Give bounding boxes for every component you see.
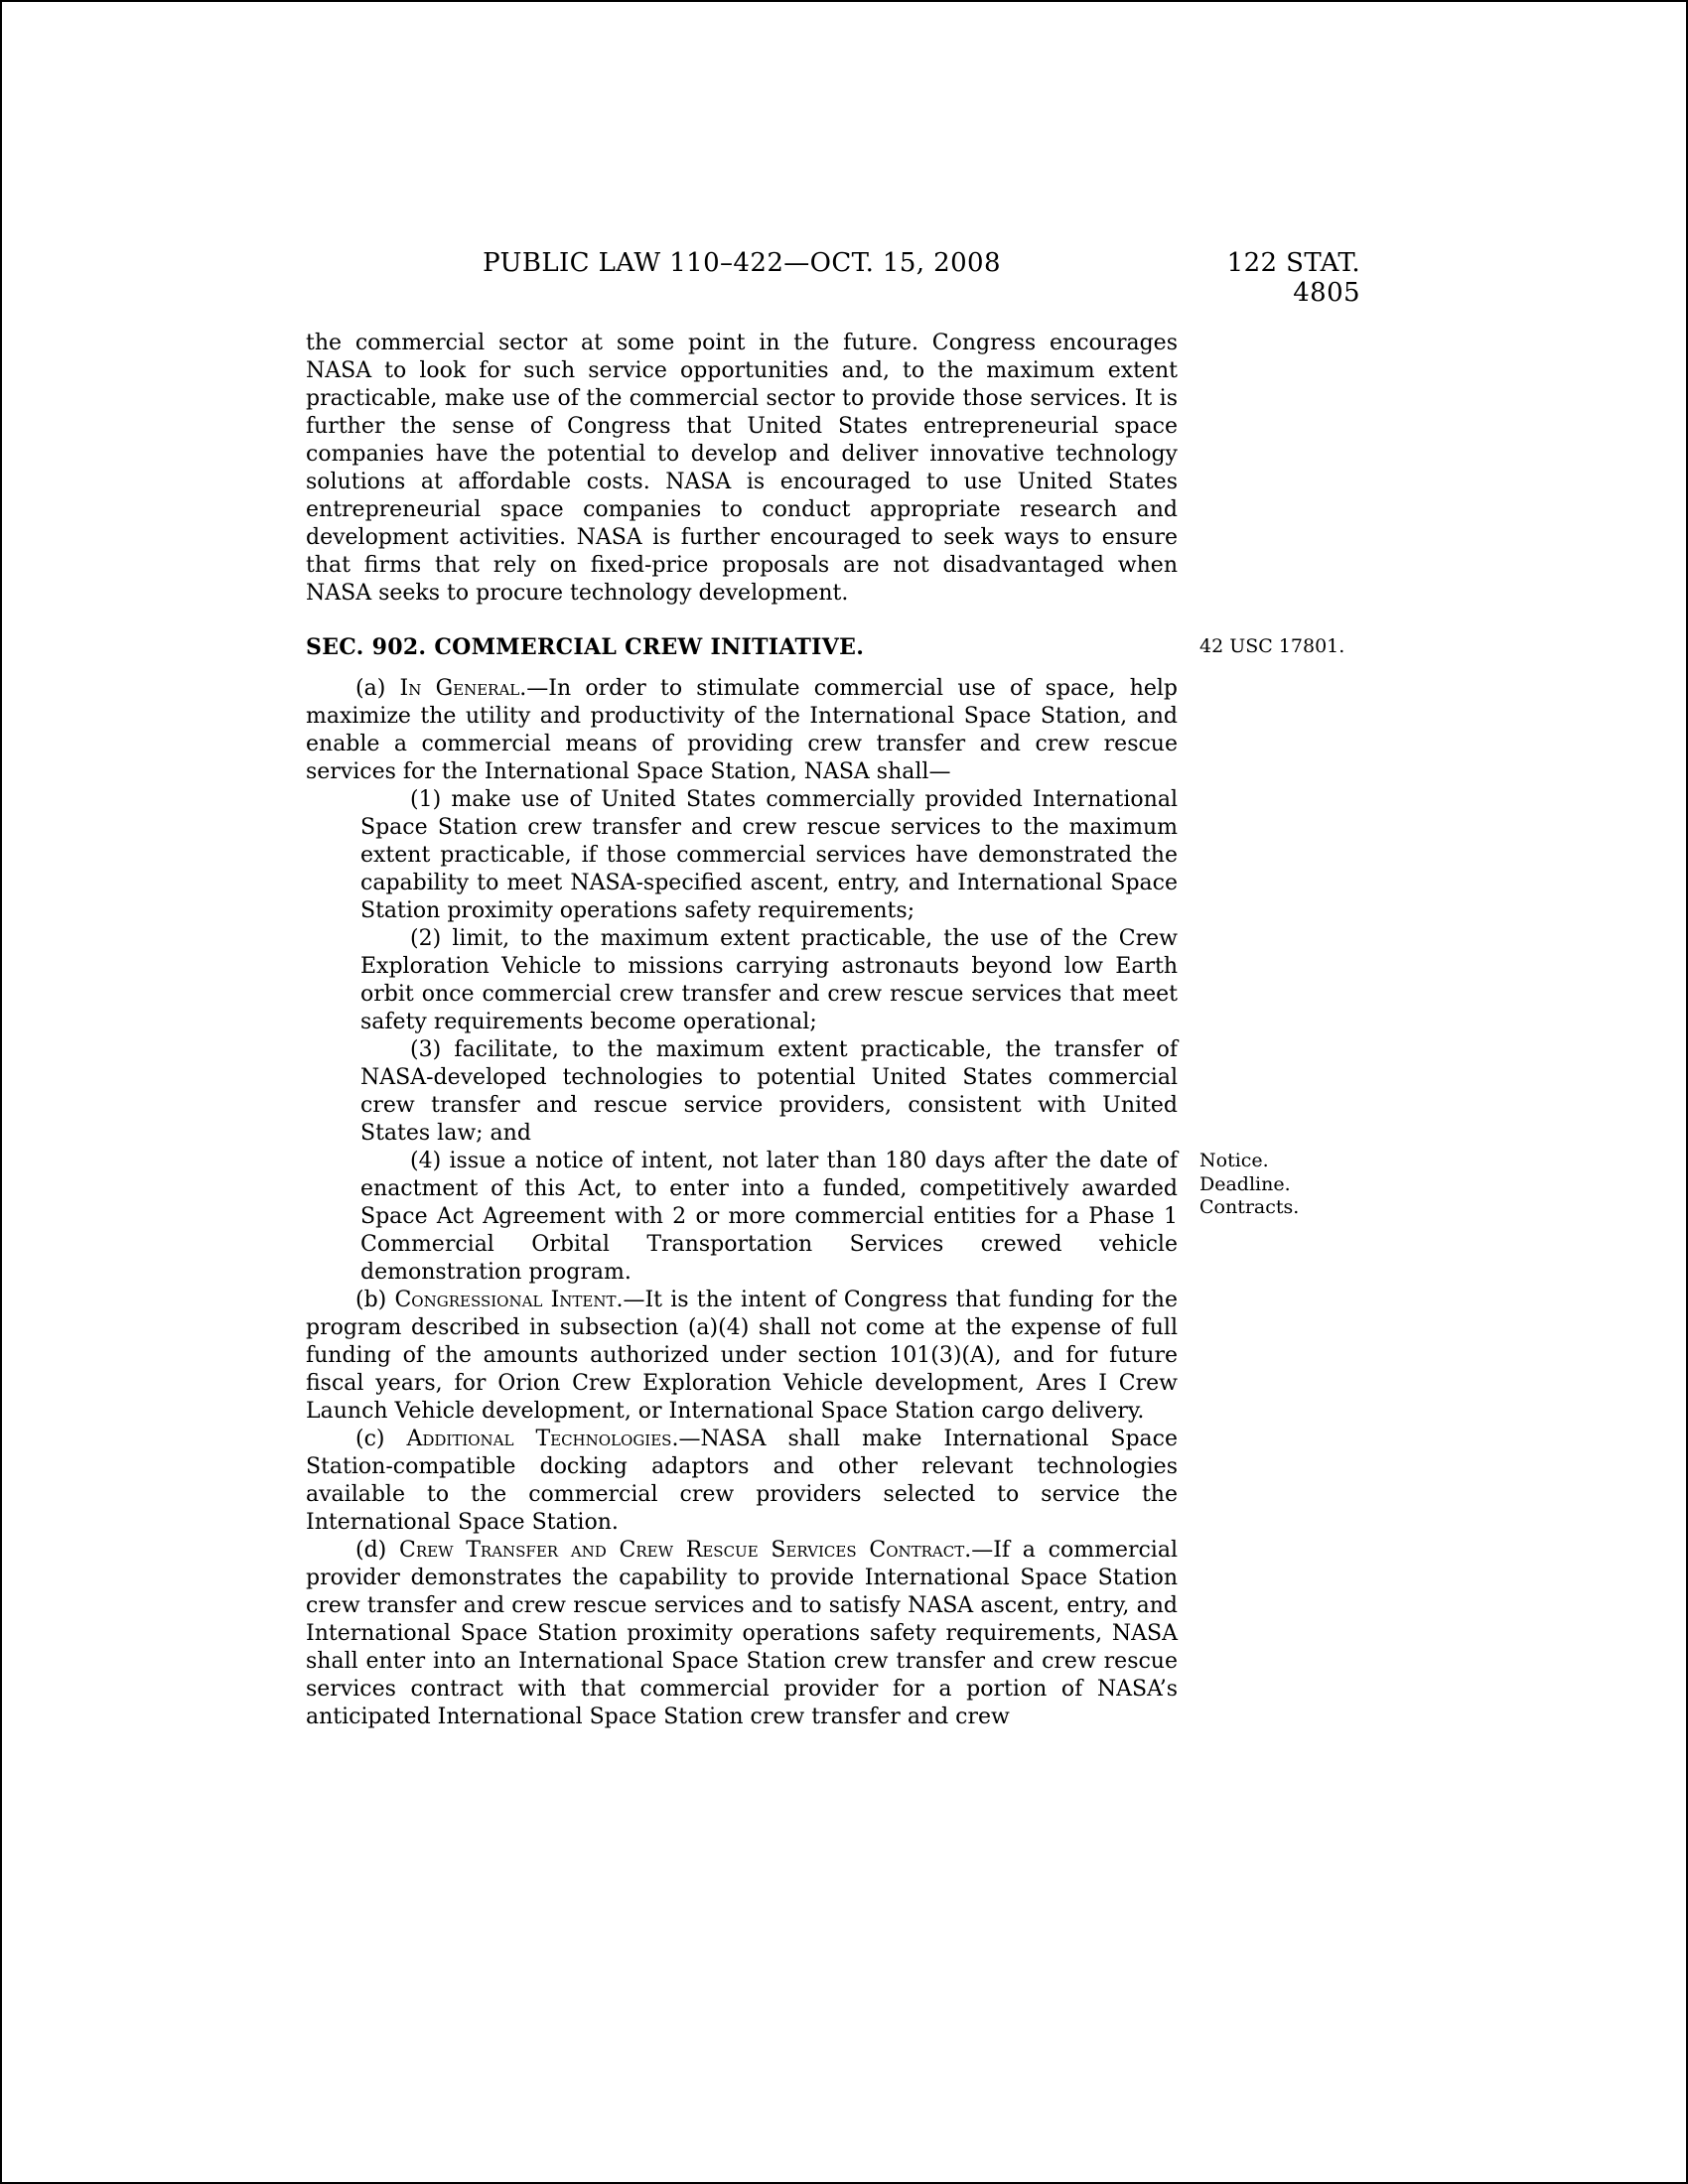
continuation-paragraph: the commercial sector at some point in the future. Congress encourages NASA to look for such service opportunities and, to the maximum extent practicable, make use of the commercial sector to provide those services. It is further the sense of Congress that United States entrepreneurial space companies have the potential to develop and deliver innovative technology solutions at affordable costs. NASA is encouraged to use United States entrepreneurial space companies to conduct appropriate research and development activities. NASA is further encouraged to seek ways to ensure that firms that rely on fixed-price proposals are not disadvantaged when NASA seeks to procure technology development. <box>306 331 1178 606</box>
paragraph-b-text: .—It is the intent of Congress that funding for the program described in subsection (a)(4) shall not come at the expense of full funding of the amounts authorized under section 101(3)(A), and for future fiscal years, for Orion Crew Exploration Vehicle development, Ares I Crew Launch Vehicle development, or International Space Station cargo delivery. <box>306 1288 1178 1424</box>
subparagraph-4-margin-notes <box>1199 1150 1418 1220</box>
paragraph-c-number: (c) <box>355 1427 407 1451</box>
paragraph-b-label: Congressional Intent <box>394 1288 617 1312</box>
subparagraph-4 <box>360 1148 1300 1287</box>
deadline-margin-note: Deadline. <box>1199 1172 1291 1195</box>
paragraph-d-text: .—If a commercial provider demonstrates the capability to provide International Space Station crew transfer and crew rescue services and to satisfy NASA ascent, entry, and International Space Station proximity operations safety requirements, NASA shall enter into an International Space Station crew transfer and crew rescue services contract with that commercial provider for a portion of NASA’s anticipated International Space Station crew transfer and crew <box>306 1538 1178 1729</box>
section-902-heading-text: SEC. 902. COMMERCIAL CREW INITIATIVE. <box>306 634 865 660</box>
paragraph-c <box>306 1426 1178 1537</box>
paragraph-c-label: Additional Technologies <box>406 1427 672 1451</box>
paragraph-d-number: (d) <box>355 1538 399 1563</box>
subparagraph-4-text: (4) issue a notice of intent, not later than 180 days after the date of enactment of this Act, to enter into a funded, competitively awarded Space Act Agreement with 2 or more commercial entities for a Phase 1 Commercial Orbital Transportation Services crewed vehicle demonstration program. <box>360 1149 1178 1285</box>
subparagraph-1: (1) make use of United States commercially provided International Space Station crew transfer and crew rescue services to the maximum extent practicable, if those commercial services have demonstrated the capability to meet NASA-specified ascent, entry, and International Space Station proximity operations safety requirements; <box>360 787 1178 923</box>
section-902-heading <box>306 633 1345 661</box>
header-statute-page-number: 122 STAT. 4805 <box>1226 248 1360 308</box>
paragraph-a-text: .—In order to stimulate commercial use of space, help maximize the utility and productivity of the International Space Station, and enable a commercial means of providing crew transfer and crew rescue services for the International Space Station, NASA shall— <box>306 676 1179 784</box>
statute-text-column <box>306 330 1345 1731</box>
paragraph-a <box>306 675 1178 786</box>
notice-margin-note: Notice. <box>1199 1150 1269 1171</box>
paragraph-c-text: .—NASA shall make International Space Station-compatible docking adaptors and other relevant technologies available to the commercial crew providers selected to service the International Space Station. <box>306 1427 1178 1535</box>
running-header <box>306 248 1360 308</box>
paragraph-d-label: Crew Transfer and Crew Rescue Services Contract <box>399 1538 965 1563</box>
paragraph-d <box>306 1537 1178 1731</box>
paragraph-b <box>306 1287 1178 1426</box>
paragraph-a-label: In General <box>399 676 520 701</box>
contracts-margin-note: Contracts. <box>1199 1196 1300 1218</box>
header-law-citation: PUBLIC LAW 110–422—OCT. 15, 2008 <box>483 248 1001 278</box>
subparagraph-3: (3) facilitate, to the maximum extent practicable, the transfer of NASA-developed technologies to potential United States commercial crew transfer and rescue service providers, consistent with United States law; and <box>360 1037 1178 1146</box>
paragraph-b-number: (b) <box>355 1288 395 1312</box>
paragraph-a-number: (a) <box>355 676 400 701</box>
usc-citation-margin-note: 42 USC 17801. <box>1199 635 1345 657</box>
subparagraph-2: (2) limit, to the maximum extent practicable, the use of the Crew Exploration Vehicle to missions carrying astronauts beyond low Earth orbit once commercial crew transfer and crew rescue services that meet safety requirements become operational; <box>360 926 1178 1034</box>
